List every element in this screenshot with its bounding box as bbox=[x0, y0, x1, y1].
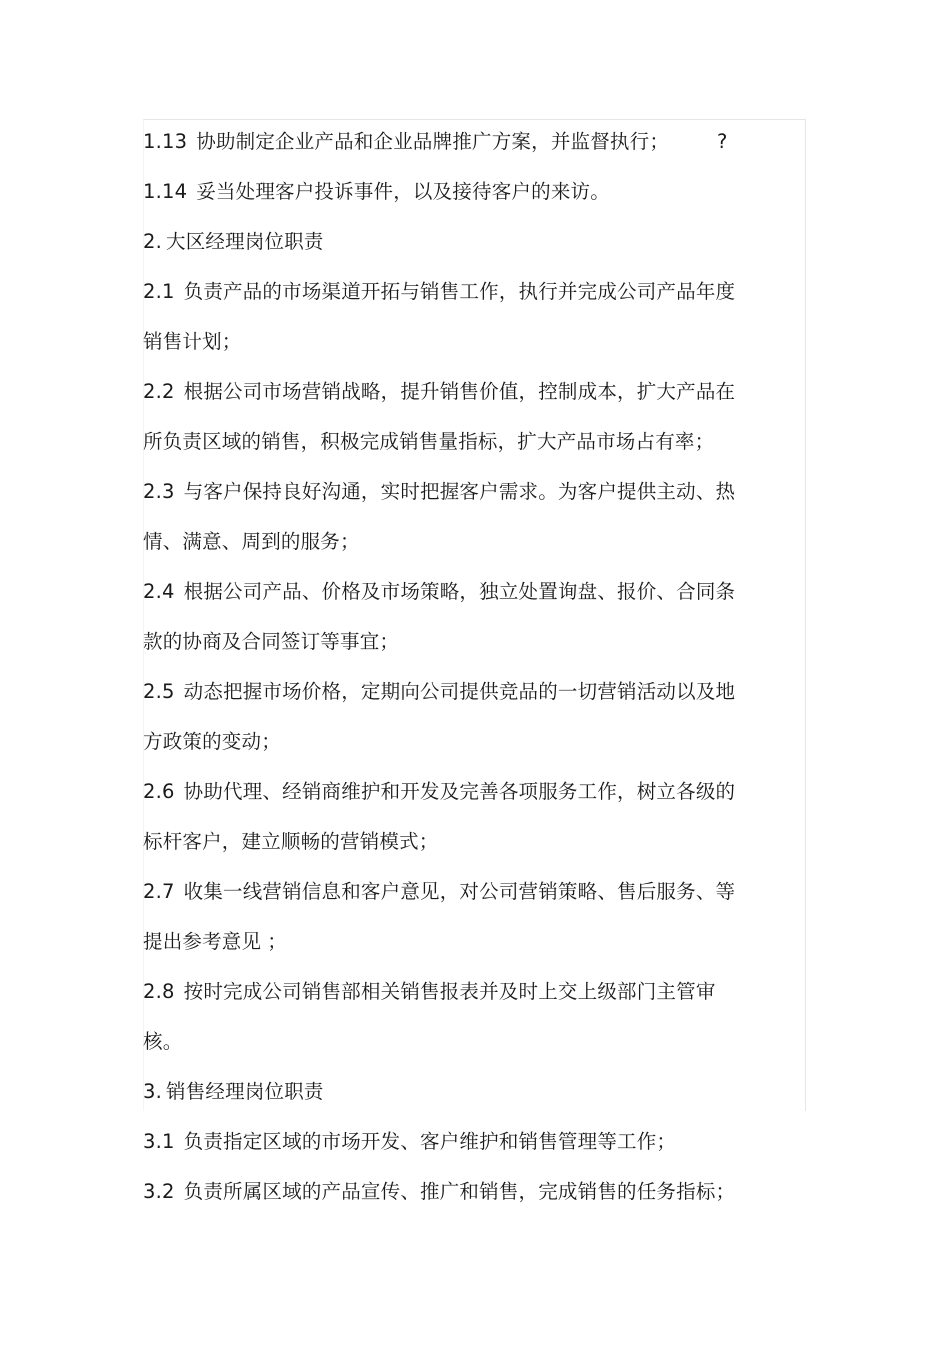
line-2-3 bbox=[143, 467, 783, 517]
line-2-6-cont bbox=[143, 817, 783, 867]
item-number: 2.8 bbox=[143, 980, 175, 1003]
item-number: 2.4 bbox=[143, 580, 175, 603]
item-number: 3.2 bbox=[143, 1180, 175, 1203]
item-number: 2.2 bbox=[143, 380, 175, 403]
section-number: 3. bbox=[143, 1080, 163, 1103]
item-number: 1.13 bbox=[143, 130, 188, 153]
document-body bbox=[143, 117, 783, 1217]
section-heading-2 bbox=[143, 217, 783, 267]
item-text: 方政策的变动； bbox=[143, 730, 281, 753]
item-number: 2.6 bbox=[143, 780, 175, 803]
line-1-13 bbox=[143, 117, 783, 167]
section-title: 销售经理岗位职责 bbox=[166, 1080, 324, 1103]
line-2-4-cont bbox=[143, 617, 783, 667]
item-text: 负责产品的市场渠道开拓与销售工作，执行并完成公司产品年度 bbox=[183, 280, 736, 303]
line-1-14 bbox=[143, 167, 783, 217]
item-text: 妥当处理客户投诉事件，以及接待客户的来访。 bbox=[196, 180, 610, 203]
item-number: 2.7 bbox=[143, 880, 175, 903]
item-number: 2.1 bbox=[143, 280, 175, 303]
item-text: 情、满意、周到的服务； bbox=[143, 530, 360, 553]
line-3-2 bbox=[143, 1167, 783, 1217]
item-text: 动态把握市场价格，定期向公司提供竞品的一切营销活动以及地 bbox=[183, 680, 736, 703]
line-2-8 bbox=[143, 967, 783, 1017]
line-2-7-cont bbox=[143, 917, 783, 967]
line-2-4 bbox=[143, 567, 783, 617]
line-2-5-cont bbox=[143, 717, 783, 767]
item-number: 2.3 bbox=[143, 480, 175, 503]
section-heading-3 bbox=[143, 1067, 783, 1117]
section-title: 大区经理岗位职责 bbox=[166, 230, 324, 253]
line-2-2-cont bbox=[143, 417, 783, 467]
item-number: 3.1 bbox=[143, 1130, 175, 1153]
item-text: 销售计划； bbox=[143, 330, 242, 353]
item-text: 根据公司产品、价格及市场策略，独立处置询盘、报价、合同条 bbox=[183, 580, 736, 603]
item-text: 协助制定企业产品和企业品牌推广方案，并监督执行； bbox=[196, 130, 670, 153]
item-text: 核。 bbox=[143, 1030, 183, 1053]
line-2-8-cont bbox=[143, 1017, 783, 1067]
line-3-1 bbox=[143, 1117, 783, 1167]
item-text: 所负责区域的销售，积极完成销售量指标，扩大产品市场占有率； bbox=[143, 430, 715, 453]
item-text: 提出参考意见 bbox=[143, 930, 262, 953]
item-text: 标杆客户，建立顺畅的营销模式； bbox=[143, 830, 439, 853]
question-mark: ? bbox=[717, 130, 728, 153]
item-text: 款的协商及合同签订等事宜； bbox=[143, 630, 400, 653]
item-text: 收集一线营销信息和客户意见，对公司营销策略、售后服务、等 bbox=[183, 880, 736, 903]
line-2-7 bbox=[143, 867, 783, 917]
section-number: 2. bbox=[143, 230, 163, 253]
line-2-3-cont bbox=[143, 517, 783, 567]
item-text: 负责指定区域的市场开发、客户维护和销售管理等工作； bbox=[183, 1130, 677, 1153]
item-text: 与客户保持良好沟通，实时把握客户需求。为客户提供主动、热 bbox=[183, 480, 736, 503]
item-text: 按时完成公司销售部相关销售报表并及时上交上级部门主管审 bbox=[183, 980, 716, 1003]
item-text: 协助代理、经销商维护和开发及完善各项服务工作，树立各级的 bbox=[183, 780, 736, 803]
item-number: 1.14 bbox=[143, 180, 188, 203]
line-2-2 bbox=[143, 367, 783, 417]
item-number: 2.5 bbox=[143, 680, 175, 703]
semicolon: ； bbox=[267, 930, 287, 953]
line-2-1-cont bbox=[143, 317, 783, 367]
item-text: 负责所属区域的产品宣传、推广和销售，完成销售的任务指标； bbox=[183, 1180, 736, 1203]
line-2-6 bbox=[143, 767, 783, 817]
line-2-5 bbox=[143, 667, 783, 717]
line-2-1 bbox=[143, 267, 783, 317]
item-text: 根据公司市场营销战略，提升销售价值，控制成本，扩大产品在 bbox=[183, 380, 736, 403]
